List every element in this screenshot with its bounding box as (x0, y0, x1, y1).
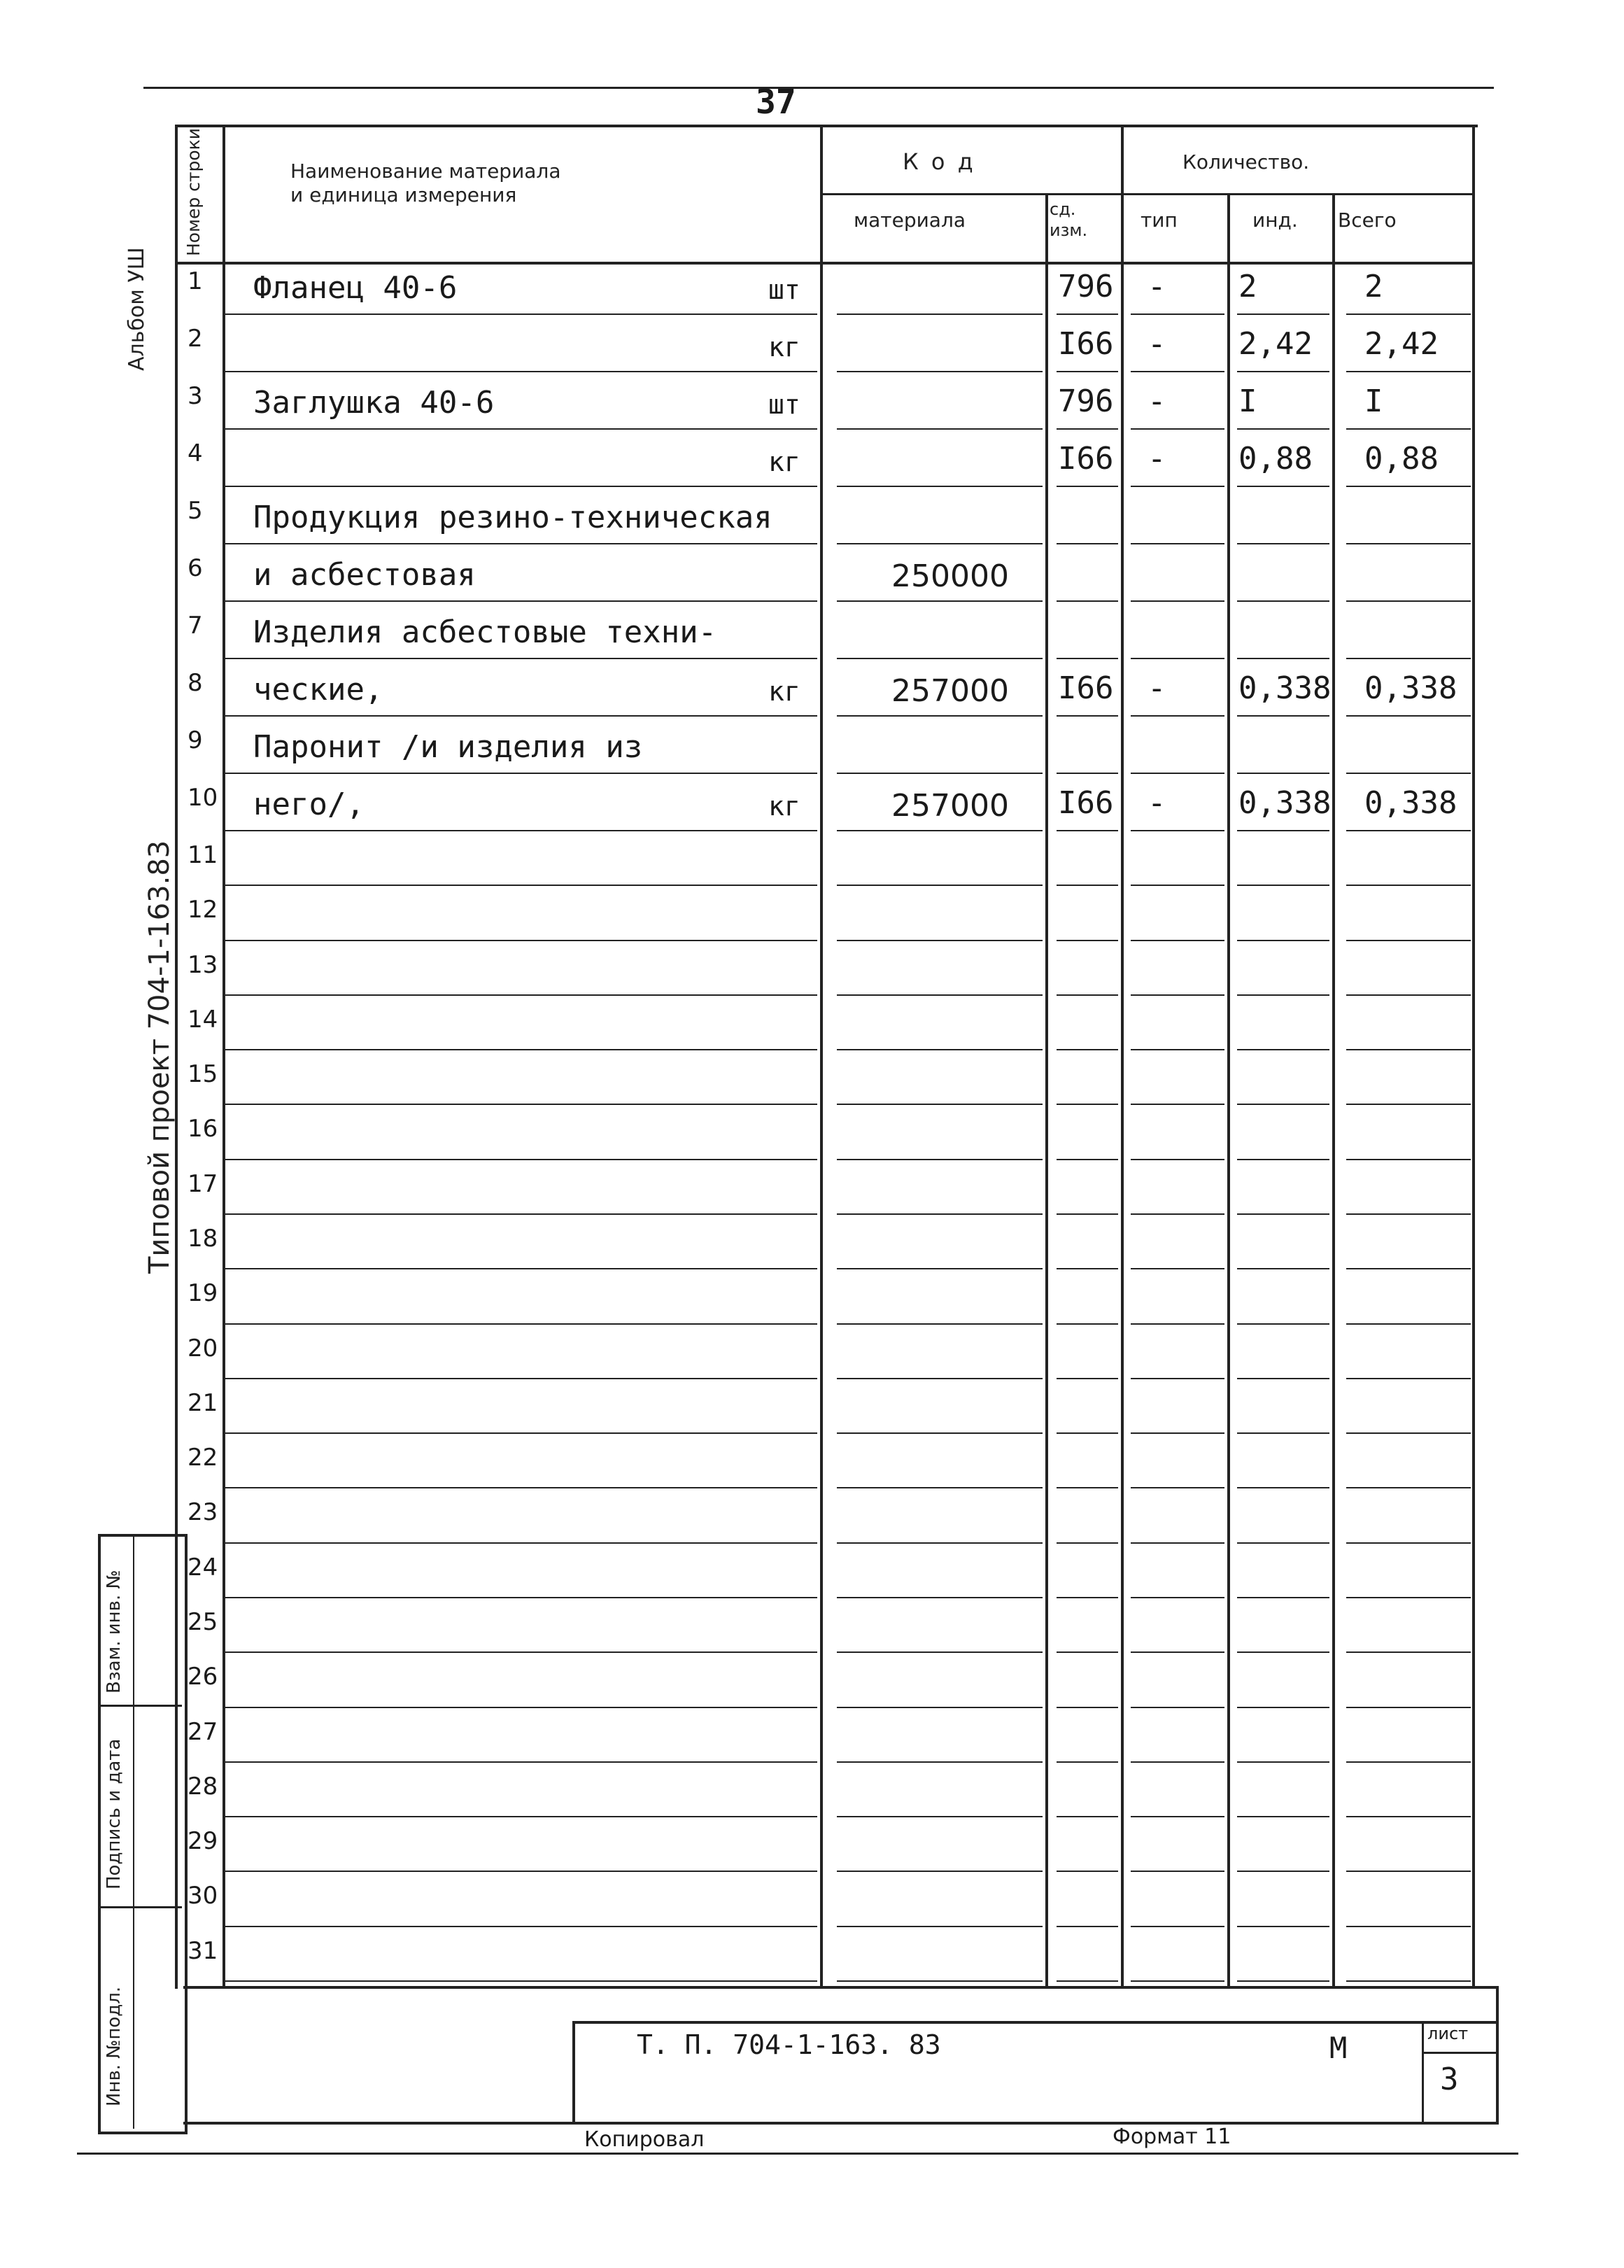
row-line-ind (1237, 1816, 1329, 1817)
row-type: - (1148, 269, 1166, 304)
row-unit: кг (768, 332, 800, 362)
title-block-top-line (183, 1986, 1499, 1989)
row-line-type (1131, 600, 1224, 602)
row-line-name (225, 371, 817, 372)
row-line-type (1131, 1542, 1224, 1544)
stamp-inner-line (133, 1534, 134, 2129)
side-label-project: Типовой проект 704-1-163.83 (143, 840, 176, 1274)
row-number: 29 (188, 1827, 218, 1856)
row-line-total (1346, 1213, 1471, 1215)
row-line-code (1057, 1761, 1118, 1763)
row-line-material (837, 314, 1043, 315)
row-number: 12 (188, 896, 218, 924)
row-line-material (837, 715, 1043, 717)
row-line-total (1346, 1323, 1471, 1325)
row-number: 18 (188, 1225, 218, 1253)
row-line-type (1131, 1049, 1224, 1050)
col-line-name (820, 125, 823, 1986)
row-line-material (837, 1432, 1043, 1434)
row-line-code (1057, 1268, 1118, 1269)
header-name: Наименование материала и единица измерения (290, 160, 561, 206)
header-qty-ind: инд. (1252, 209, 1298, 232)
page-number: 37 (756, 83, 796, 122)
row-line-code (1057, 371, 1118, 372)
header-row-number: Номер строки (183, 128, 204, 256)
row-line-total (1346, 600, 1471, 602)
row-line-name (225, 1651, 817, 1653)
row-line-material (837, 940, 1043, 941)
row-unit: шт (768, 389, 800, 420)
row-number: 3 (188, 382, 203, 410)
row-line-ind (1237, 486, 1329, 487)
row-line-type (1131, 1651, 1224, 1653)
row-name: ческие, (253, 672, 383, 707)
row-line-material (837, 1049, 1043, 1050)
row-number: 19 (188, 1279, 218, 1308)
row-line-material (837, 1487, 1043, 1488)
row-line-ind (1237, 940, 1329, 941)
row-line-total (1346, 486, 1471, 487)
row-line-total (1346, 1542, 1471, 1544)
row-line-code (1057, 600, 1118, 602)
stamp-divider-2 (98, 1906, 182, 1908)
row-line-total (1346, 1761, 1471, 1763)
row-name: Изделия асбестовые техни- (253, 614, 717, 650)
row-unit-code: I66 (1058, 326, 1114, 362)
row-material-code: 257000 (891, 673, 1009, 709)
row-line-ind (1237, 1651, 1329, 1653)
row-number: 11 (188, 841, 218, 869)
row-line-code (1057, 1871, 1118, 1872)
row-line-name (225, 1707, 817, 1708)
row-number: 22 (188, 1444, 218, 1472)
row-line-type (1131, 1980, 1224, 1982)
row-line-type (1131, 1159, 1224, 1160)
row-line-ind (1237, 1323, 1329, 1325)
row-line-total (1346, 1159, 1471, 1160)
row-line-type (1131, 773, 1224, 774)
row-line-type (1131, 1432, 1224, 1434)
row-line-name (225, 1159, 817, 1160)
row-line-total (1346, 715, 1471, 717)
row-number: 4 (188, 439, 203, 467)
row-line-total (1346, 1268, 1471, 1269)
top-border-line (143, 87, 1494, 89)
row-line-code (1057, 1816, 1118, 1817)
row-line-type (1131, 1761, 1224, 1763)
row-line-name (225, 1871, 817, 1872)
row-line-total (1346, 773, 1471, 774)
row-line-total (1346, 830, 1471, 831)
row-line-code (1057, 1597, 1118, 1598)
row-line-code (1057, 314, 1118, 315)
row-line-material (837, 428, 1043, 430)
row-line-code (1057, 715, 1118, 717)
row-line-ind (1237, 1597, 1329, 1598)
row-line-total (1346, 658, 1471, 659)
title-designation: Т. П. 704-1-163. 83 (637, 2029, 941, 2060)
row-ind: 0,88 (1238, 441, 1313, 477)
stamp-label-signature: Подпись и дата (104, 1738, 125, 1889)
row-line-material (837, 486, 1043, 487)
row-line-name (225, 1926, 817, 1927)
row-line-name (225, 428, 817, 430)
header-code-group: К о д (903, 148, 976, 175)
row-line-total (1346, 1597, 1471, 1598)
row-line-material (837, 1323, 1043, 1325)
row-line-material (837, 773, 1043, 774)
row-line-material (837, 830, 1043, 831)
row-line-code (1057, 1542, 1118, 1544)
row-line-ind (1237, 1871, 1329, 1872)
row-line-code (1057, 1159, 1118, 1160)
row-number: 1 (188, 267, 203, 295)
row-line-type (1131, 994, 1224, 996)
row-number: 21 (188, 1388, 218, 1417)
row-number: 10 (188, 784, 218, 812)
row-line-material (837, 1707, 1043, 1708)
row-name: Паронит /и изделия из (253, 729, 643, 765)
row-line-total (1346, 1980, 1471, 1982)
sheet-box-divider (1422, 2052, 1496, 2054)
row-number: 31 (188, 1936, 218, 1965)
row-line-ind (1237, 314, 1329, 315)
row-line-material (837, 1816, 1043, 1817)
row-line-type (1131, 885, 1224, 886)
row-line-code (1057, 1651, 1118, 1653)
row-line-name (225, 1816, 817, 1817)
row-line-type (1131, 1926, 1224, 1927)
footer-format: Формат 11 (1113, 2125, 1231, 2149)
sheet-label: лист (1427, 2024, 1469, 2043)
row-number: 7 (188, 612, 203, 640)
stamp-divider-1 (98, 1705, 182, 1707)
col-line-type (1227, 193, 1230, 1986)
row-number: 13 (188, 950, 218, 979)
row-line-material (837, 1213, 1043, 1215)
row-line-ind (1237, 1213, 1329, 1215)
row-line-ind (1237, 1542, 1329, 1544)
row-line-type (1131, 1871, 1224, 1872)
row-total: 0,338 (1364, 785, 1457, 821)
row-ind: 0,338 (1238, 670, 1332, 706)
row-line-total (1346, 1871, 1471, 1872)
row-line-name (225, 940, 817, 941)
row-line-material (837, 1542, 1043, 1544)
row-line-material (837, 1926, 1043, 1927)
row-line-ind (1237, 1761, 1329, 1763)
row-line-total (1346, 1816, 1471, 1817)
row-total: 2,42 (1364, 326, 1439, 362)
row-number: 15 (188, 1060, 218, 1089)
row-number: 14 (188, 1005, 218, 1034)
row-type: - (1148, 326, 1166, 362)
row-unit: шт (768, 274, 800, 305)
row-line-ind (1237, 994, 1329, 996)
row-line-type (1131, 1707, 1224, 1708)
row-name: и асбестовая (253, 557, 476, 593)
row-line-total (1346, 1926, 1471, 1927)
row-line-total (1346, 994, 1471, 996)
row-line-code (1057, 1049, 1118, 1050)
stamp-label-replace: Взам. инв. № (104, 1570, 125, 1693)
row-material-code: 250000 (891, 558, 1009, 594)
table-right-border (1472, 125, 1475, 1986)
row-line-total (1346, 428, 1471, 430)
row-line-name (225, 658, 817, 659)
row-line-ind (1237, 1159, 1329, 1160)
row-line-material (837, 1597, 1043, 1598)
row-unit-code: I66 (1058, 670, 1114, 706)
row-line-ind (1237, 1926, 1329, 1927)
row-unit: кг (768, 446, 800, 477)
row-line-material (837, 1761, 1043, 1763)
row-total: I (1364, 383, 1383, 419)
row-line-type (1131, 830, 1224, 831)
row-line-ind (1237, 885, 1329, 886)
header-mid-line (820, 193, 1475, 195)
row-line-material (837, 1651, 1043, 1653)
row-number: 28 (188, 1772, 218, 1801)
row-unit-code: 796 (1058, 269, 1114, 304)
row-unit-code: I66 (1058, 441, 1114, 477)
row-line-material (837, 994, 1043, 996)
row-line-code (1057, 1323, 1118, 1325)
row-line-ind (1237, 658, 1329, 659)
row-line-type (1131, 1378, 1224, 1379)
row-line-code (1057, 1104, 1118, 1105)
row-line-name (225, 314, 817, 315)
row-line-type (1131, 1487, 1224, 1488)
row-line-material (837, 543, 1043, 544)
row-line-type (1131, 1268, 1224, 1269)
row-line-name (225, 1323, 817, 1325)
row-number: 26 (188, 1663, 218, 1691)
row-unit-code: I66 (1058, 785, 1114, 821)
row-line-code (1057, 1213, 1118, 1215)
row-line-name (225, 1980, 817, 1982)
row-line-ind (1237, 1707, 1329, 1708)
row-ind: 2 (1238, 269, 1257, 304)
row-line-ind (1237, 600, 1329, 602)
footer-copied: Копировал (584, 2127, 705, 2152)
row-line-code (1057, 1432, 1118, 1434)
row-number: 27 (188, 1717, 218, 1746)
row-line-ind (1237, 830, 1329, 831)
row-line-code (1057, 994, 1118, 996)
row-line-total (1346, 885, 1471, 886)
row-line-ind (1237, 715, 1329, 717)
row-number: 8 (188, 669, 203, 697)
row-number: 24 (188, 1553, 218, 1582)
row-line-material (837, 1871, 1043, 1872)
row-line-name (225, 486, 817, 487)
row-material-code: 257000 (891, 788, 1009, 824)
row-line-name (225, 715, 817, 717)
row-line-code (1057, 486, 1118, 487)
row-line-material (837, 885, 1043, 886)
row-line-code (1057, 830, 1118, 831)
row-line-total (1346, 543, 1471, 544)
row-line-name (225, 1487, 817, 1488)
row-type: - (1148, 670, 1166, 706)
row-line-material (837, 371, 1043, 372)
row-line-total (1346, 940, 1471, 941)
row-line-name (225, 543, 817, 544)
row-unit: кг (768, 791, 800, 822)
row-line-name (225, 1268, 817, 1269)
sheet-box-line (1422, 2021, 1424, 2122)
row-line-type (1131, 1213, 1224, 1215)
row-unit: кг (768, 676, 800, 707)
row-line-ind (1237, 773, 1329, 774)
row-line-total (1346, 1049, 1471, 1050)
row-line-total (1346, 1707, 1471, 1708)
row-line-total (1346, 1651, 1471, 1653)
row-number: 30 (188, 1882, 218, 1910)
row-line-code (1057, 428, 1118, 430)
row-line-code (1057, 885, 1118, 886)
row-line-type (1131, 314, 1224, 315)
row-number: 25 (188, 1608, 218, 1636)
row-line-name (225, 1049, 817, 1050)
row-line-ind (1237, 371, 1329, 372)
row-type: - (1148, 383, 1166, 419)
row-number: 9 (188, 726, 203, 754)
row-line-code (1057, 543, 1118, 544)
row-line-total (1346, 314, 1471, 315)
row-number: 2 (188, 325, 203, 353)
header-code-material: материала (854, 209, 966, 232)
row-number: 23 (188, 1498, 218, 1527)
row-line-type (1131, 1816, 1224, 1817)
row-line-type (1131, 940, 1224, 941)
row-name: Продукция резино-техническая (253, 500, 772, 535)
row-line-ind (1237, 1487, 1329, 1488)
row-line-ind (1237, 428, 1329, 430)
title-mark: М (1329, 2031, 1348, 2065)
row-line-total (1346, 1104, 1471, 1105)
row-number: 16 (188, 1115, 218, 1143)
row-line-code (1057, 773, 1118, 774)
row-line-ind (1237, 543, 1329, 544)
row-ind: 0,338 (1238, 785, 1332, 821)
row-line-name (225, 1378, 817, 1379)
row-line-type (1131, 658, 1224, 659)
row-ind: 2,42 (1238, 326, 1313, 362)
row-type: - (1148, 785, 1166, 821)
row-line-total (1346, 371, 1471, 372)
row-line-name (225, 1104, 817, 1105)
row-line-material (837, 658, 1043, 659)
row-total: 0,338 (1364, 670, 1457, 706)
row-total: 0,88 (1364, 441, 1439, 477)
row-number: 6 (188, 554, 203, 582)
row-unit-code: 796 (1058, 383, 1114, 419)
row-type: - (1148, 441, 1166, 477)
row-line-material (837, 600, 1043, 602)
row-line-material (837, 1378, 1043, 1379)
row-line-code (1057, 1707, 1118, 1708)
col-line-material (1045, 193, 1048, 1986)
bottom-border-line (77, 2153, 1518, 2155)
row-line-name (225, 830, 817, 831)
row-line-total (1346, 1487, 1471, 1488)
row-line-name (225, 885, 817, 886)
row-line-material (837, 1159, 1043, 1160)
row-line-type (1131, 543, 1224, 544)
row-line-material (837, 1980, 1043, 1982)
header-code-unit: сд. изм. (1050, 199, 1088, 240)
header-qty-type: тип (1141, 209, 1178, 232)
row-line-name (225, 1597, 817, 1598)
row-line-name (225, 773, 817, 774)
row-line-type (1131, 1104, 1224, 1105)
row-line-type (1131, 371, 1224, 372)
header-qty-total: Всего (1338, 209, 1397, 232)
row-number: 20 (188, 1334, 218, 1362)
side-label-album: Альбом УШ (125, 247, 149, 371)
row-line-code (1057, 658, 1118, 659)
row-ind: I (1238, 383, 1257, 419)
row-line-type (1131, 428, 1224, 430)
row-line-name (225, 600, 817, 602)
row-line-total (1346, 1378, 1471, 1379)
row-line-type (1131, 486, 1224, 487)
row-name: Заглушка 40-6 (253, 385, 495, 421)
row-line-name (225, 994, 817, 996)
row-line-code (1057, 940, 1118, 941)
header-bottom-line (175, 262, 1475, 265)
row-line-type (1131, 1323, 1224, 1325)
row-line-total (1346, 1432, 1471, 1434)
row-line-name (225, 1213, 817, 1215)
sheet-number: 3 (1440, 2062, 1459, 2097)
row-line-code (1057, 1980, 1118, 1982)
row-line-code (1057, 1487, 1118, 1488)
row-line-type (1131, 1597, 1224, 1598)
row-number: 17 (188, 1169, 218, 1198)
row-line-name (225, 1761, 817, 1763)
row-line-ind (1237, 1049, 1329, 1050)
row-line-type (1131, 715, 1224, 717)
stamp-label-inventory: Инв. №подл. (104, 1986, 125, 2106)
row-line-ind (1237, 1980, 1329, 1982)
row-line-ind (1237, 1432, 1329, 1434)
row-total: 2 (1364, 269, 1383, 304)
row-line-code (1057, 1378, 1118, 1379)
row-line-name (225, 1542, 817, 1544)
row-line-material (837, 1104, 1043, 1105)
row-name: Фланец 40-6 (253, 270, 458, 306)
row-name: него/, (253, 787, 365, 822)
row-number: 5 (188, 497, 203, 525)
row-line-ind (1237, 1104, 1329, 1105)
row-line-ind (1237, 1378, 1329, 1379)
row-line-code (1057, 1926, 1118, 1927)
row-line-ind (1237, 1268, 1329, 1269)
header-qty-group: Количество. (1182, 150, 1310, 174)
row-line-name (225, 1432, 817, 1434)
row-line-material (837, 1268, 1043, 1269)
col-line-code (1121, 125, 1124, 1986)
col-line-ind (1332, 193, 1335, 1986)
